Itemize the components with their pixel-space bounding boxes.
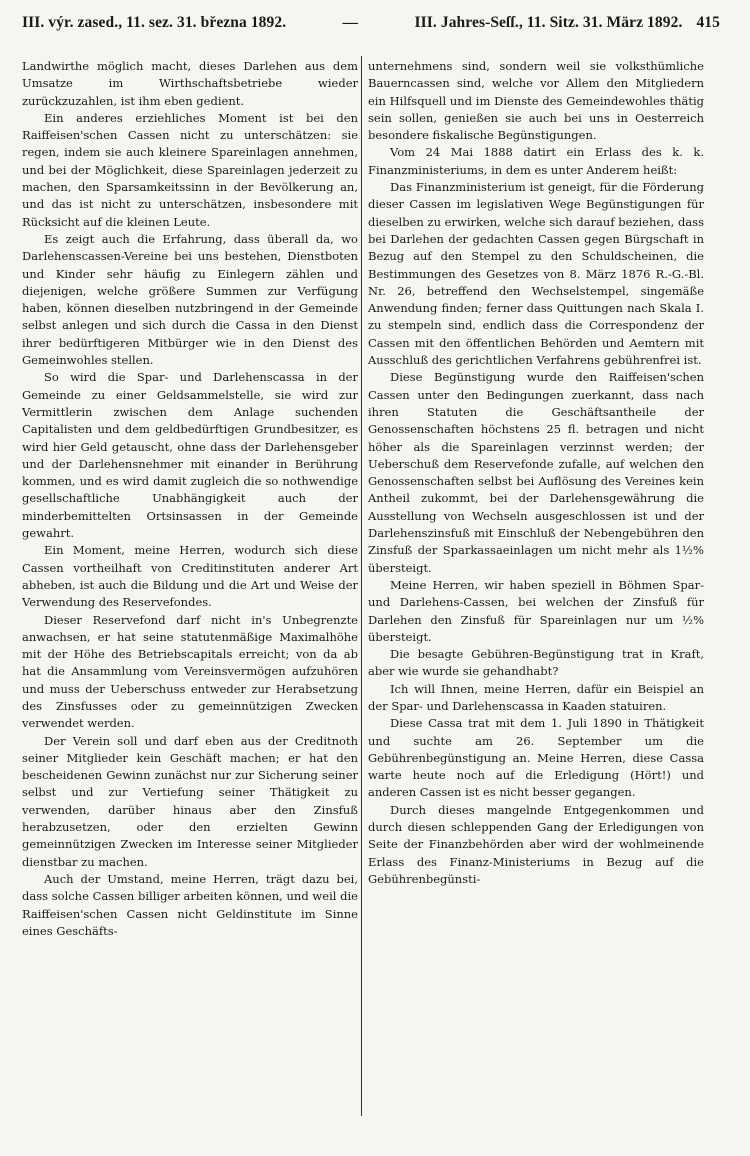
left-column [22, 58, 358, 940]
header-dash: — [342, 14, 359, 31]
paragraph: Das Finanzministerium ist geneigt, für die Förderung dieser Cassen im legislativen Wege Begünstigungen für dieselben zu erwirken, welche sich darauf beziehen, dass bei Darlehen der gedachten Cassen gegen Bürgschaft in Bezug auf den Stempel zu den Schuldscheinen, die Bestimmungen des Gesetzes von 8. März 1876 R.-G.-Bl. Nr. 26, betreffend den Wechselstempel, singemäße Anwendung finden; ferner dass Quittungen nach Skala I. zu stempeln sind, endlich dass die Correspondenz der Cassen mit den öffentlichen Behörden und Aemtern mit Ausschluß des gerichtlichen Verfahrens gebührenfrei ist. [368, 180, 704, 368]
paragraph: Ein Moment, meine Herren, wodurch sich diese Cassen vortheilhaft von Creditinstituten anderer Art abheben, ist auch die Bildung und die Art und Weise der Verwendung des Reservefondes. [22, 543, 358, 610]
paragraph: Diese Begünstigung wurde den Raiffeisen'schen Cassen unter den Bedingungen zuerkannt, dass nach ihren Statuten die Geschäftsantheile der Genossenschaften höchstens 25 fl. betragen und nicht höher als die Spareinlagen verzinnst werden; der Ueberschuß dem Reservefonde zufalle, auf welchen den Genossenschaften selbst bei Auflösung des Vereines kein Antheil zukommt, bei der Darlehensgewährung die Ausstellung von Wechseln ausgeschlossen ist und der Darlehenszinsfuß mit Einschluß der Nebengebühren den Zinsfuß der Sparkassaeinlagen um nicht mehr als 1½% übersteigt. [368, 370, 704, 575]
header-german-session: III. Jahres-Seſſ., 11. Sitz. 31. März 1892. [414, 14, 683, 31]
paragraph: Auch der Umstand, meine Herren, trägt dazu bei, dass solche Cassen billiger arbeiten können, und weil die Raiffeisen'schen Cassen nicht Geldinstitute im Sinne eines Geschäfts- [22, 871, 358, 938]
paragraph: Landwirthe möglich macht, dieses Darlehen aus dem Umsatze im Wirthschaftsbetriebe wieder zurückzuzahlen, ist ihm eben gedient. [22, 59, 358, 108]
paragraph: Die besagte Gebühren-Begünstigung trat in Kraft, aber wie wurde sie gehandhabt? [368, 647, 704, 679]
paragraph: Dieser Reservefond darf nicht in's Unbegrenzte anwachsen, er hat seine statutenmäßige Maximalhöhe mit der Höhe des Betriebscapitals erreicht; von da ab hat die Ansammlung vom Vereinsvermögen aufzuhören und muss der Ueberschuss entweder zur Herabsetzung des Zinsfusses oder zu gemeinnützigen Zwecken verwendet werden. [22, 612, 358, 731]
paragraph: So wird die Spar- und Darlehenscassa in der Gemeinde zu einer Geldsammelstelle, sie wird zur Vermittlerin zwischen dem Anlage suchenden Capitalisten und dem geldbedürftigen Grundbesitzer, es wird hier Geld getauscht, ohne dass der Darlehensgeber und der Darlehensnehmer mit einander in Berührung kommen, und es wird damit zugleich die so nothwendige gesellschaftliche Unabhängigkeit auch der minderbemittelten Ortsinsassen in der Gemeinde gewahrt. [22, 370, 358, 541]
right-column [368, 58, 704, 888]
paragraph: Durch dieses mangelnde Entgegenkommen und durch diesen schleppenden Gang der Erledigungen von Seite der Finanzbehörden aber wird der wohlmeinende Erlass des Finanz-Ministeriums in Bezug auf die Gebührenbegünsti- [368, 802, 704, 886]
header-czech-session: III. výr. zased., 11. sez. 31. března 1892. [22, 14, 287, 31]
page-number: 415 [696, 14, 720, 31]
page-header [22, 14, 720, 42]
paragraph: Diese Cassa trat mit dem 1. Juli 1890 in Thätigkeit und suchte am 26. September um die Gebührenbegünstigung an. Meine Herren, diese Cassa warte heute noch auf die Erledigung (Hört!) und anderen Cassen ist es nicht besser gegangen. [368, 716, 704, 800]
paragraph: Es zeigt auch die Erfahrung, dass überall da, wo Darlehenscassen-Vereine bei uns bestehen, Dienstboten und Kinder sehr häufig zu Einlegern zählen und diejenigen, welche größere Summen zur Verfügung haben, können dieselben nutzbringend in der Gemeinde selbst anlegen und sich durch die Cassa in den Dienst ihrer bedürftigeren Mitbürger wie in den Dienst des Gemeinwohles stellen. [22, 231, 358, 368]
paragraph: Ich will Ihnen, meine Herren, dafür ein Beispiel an der Spar- und Darlehenscassa in Kaaden statuiren. [368, 681, 704, 713]
paragraph: Vom 24 Mai 1888 datirt ein Erlass des k. k. Finanzministeriums, in dem es unter Anderem heißt: [368, 145, 704, 177]
paragraph: unternehmens sind, sondern weil sie volksthümliche Bauerncassen sind, welche vor Allem den Mitgliedern ein Hilfsquell und im Dienste des Gemeindewohles thätig sein sollen, genießen sie auch bei uns in Oesterreich besondere fiskalische Begünstigungen. [368, 59, 704, 143]
column-divider [361, 56, 362, 1116]
paragraph: Meine Herren, wir haben speziell in Böhmen Spar- und Darlehens-Cassen, bei welchen der Zinsfuß für Darlehen den Zinsfuß für Spareinlagen nur um ½% übersteigt. [368, 577, 704, 644]
paragraph: Der Verein soll und darf eben aus der Creditnoth seiner Mitglieder kein Geschäft machen; er hat den bescheidenen Gewinn zunächst nur zur Sicherung seiner selbst und zur Vertiefung seiner Thätigkeit zu verwenden, darüber hinaus aber den Zinsfuß herabzusetzen, oder den erzielten Gewinn gemeinnützigen Zwecken im Interesse seiner Mitglieder dienstbar zu machen. [22, 733, 358, 869]
paragraph: Ein anderes erziehliches Moment ist bei den Raiffeisen'schen Cassen nicht zu unterschätzen: sie regen, indem sie auch kleinere Spareinlagen annehmen, und bei der Möglichkeit, diese Spareinlagen jederzeit zu machen, den Sparsamkeitssinn in der Bevölkerung an, und das ist nicht zu unterschätzen, insbesondere mit Rücksicht auf die kleinen Leute. [22, 110, 358, 229]
